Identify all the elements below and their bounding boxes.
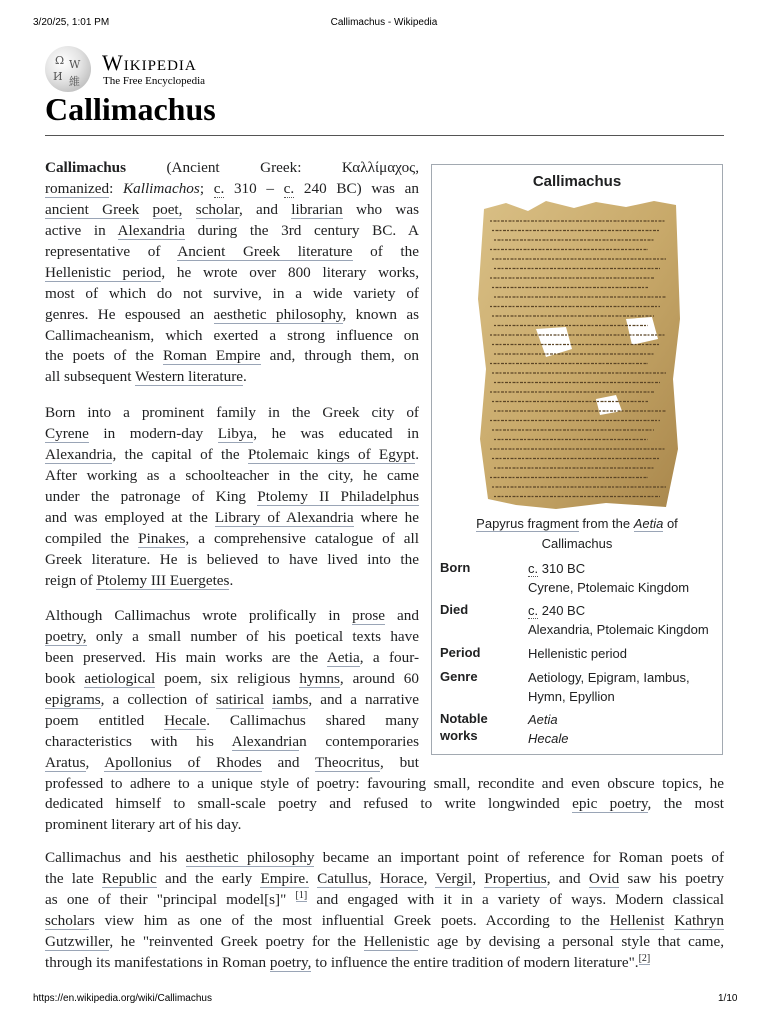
paragraph-line: Although Callimachus wrote prolifically in prose and (45, 607, 419, 624)
born-date: c. 310 BC (528, 561, 586, 576)
infobox-value (528, 668, 690, 706)
print-url: https://en.wikipedia.org/wiki/Callimachus (33, 993, 212, 1004)
paragraph-line: reign of Ptolemy III Euergetes. (45, 571, 234, 589)
paragraph-line: Hellenistic period, he wrote over 800 literary works, (45, 263, 419, 281)
genre-links[interactable]: Aetiology, Epigram, Iambus, (528, 670, 690, 685)
infobox-label: Period (440, 645, 481, 660)
globe-glyph: Ω (55, 54, 65, 67)
paragraph-line: been preserved. His main works are the Aetia, a four- (45, 648, 420, 666)
paragraph-line: the late Republic and the early Empire. Catullus, Horace, Vergil, Propertius, and Ovid saw his poetry (45, 869, 724, 887)
wikipedia-wordmark[interactable]: Wikipedia (102, 50, 197, 75)
paragraph-line: Cyrene in modern-day Libya, he was educated in (45, 424, 419, 442)
paragraph-line: scholars view him as one of the most influential Greek poets. According to the Hellenist Kathryn (45, 911, 725, 929)
paragraph-line: professed to adhere to a unique style of poetry: favouring small, recondite and even obscure topics, he (45, 774, 724, 792)
paragraph-line: poetry, only a small number of his poetical texts have (45, 627, 419, 645)
paragraph-line: Callimacheanism, which exerted a strong influence on (45, 326, 419, 344)
infobox-label: Died (440, 602, 469, 617)
legacy-paragraph (45, 848, 724, 974)
paragraph-line: representative of Ancient Greek literature of the (45, 242, 419, 260)
paragraph-line: prominent literary art of his day. (45, 816, 242, 834)
infobox-label: Genre (440, 669, 478, 684)
page-title: Callimachus (45, 91, 216, 127)
born-place[interactable]: Cyrene, Ptolemaic Kingdom (528, 580, 690, 595)
paragraph-line: Gutzwiller, he "reinvented Greek poetry for the Hellenistic age by devising a personal style that came, (45, 932, 724, 950)
globe-glyph: 維 (69, 75, 80, 88)
infobox (431, 164, 723, 755)
wikipedia-globe-logo[interactable] (45, 46, 91, 92)
paragraph-line: book aetiological poem, six religious hymns, around 60 (45, 669, 419, 687)
infobox-label (440, 710, 488, 744)
work-hecale-link[interactable]: Hecale (528, 731, 569, 746)
paragraph-line: Aratus, Apollonius of Rhodes and Theocritus, but (45, 753, 419, 771)
paragraph-line: all subsequent Western literature. (45, 368, 247, 386)
wikipedia-tagline: The Free Encyclopedia (103, 75, 206, 87)
paragraph-line: ancient Greek poet, scholar, and librarian who was (45, 200, 420, 218)
genre-links[interactable]: Hymn, Epyllion (528, 689, 615, 704)
early-life-paragraph (45, 403, 419, 591)
print-datetime: 3/20/25, 1:01 PM (33, 17, 110, 28)
paragraph-line: epigrams, a collection of satirical iambs, and a narrative (45, 690, 420, 708)
infobox-title: Callimachus (532, 173, 622, 190)
intro-paragraph (45, 158, 419, 388)
paragraph-line: Greek literature. He is believed to have lived into the (45, 550, 419, 568)
caption-line: Papyrus fragment from the Aetia of (476, 516, 678, 531)
paragraph-line: characteristics with his Alexandrian contemporaries (45, 732, 419, 750)
papyrus-fragment-image[interactable] (476, 199, 682, 511)
died-date: c. 240 BC (528, 603, 586, 618)
paragraph-line: Alexandria, the capital of the Ptolemaic kings of Egypt. (45, 445, 419, 463)
period-link[interactable]: Hellenistic period (528, 646, 627, 661)
infobox-caption (452, 514, 702, 554)
globe-glyph: W (69, 58, 81, 71)
infobox-value[interactable] (528, 644, 627, 663)
paragraph-line: Born into a prominent family in the Greek city of (45, 404, 419, 421)
died-place[interactable]: Alexandria, Ptolemaic Kingdom (528, 622, 709, 637)
globe-glyph: И (53, 70, 63, 83)
paragraph-line: Callimachus (Ancient Greek: Καλλίμαχος, (45, 159, 419, 176)
paragraph-line: romanized: Kallimachos; c. 310 – c. 240 BC) was an (45, 179, 419, 197)
print-page-title: Callimachus - Wikipedia (330, 17, 438, 28)
title-divider (45, 135, 724, 136)
paragraph-line: under the patronage of King Ptolemy II Philadelphus (45, 487, 419, 505)
infobox-value (528, 559, 689, 597)
paragraph-line: as one of their "principal model[s]" [1] and engaged with it in a variety of ways. Modern classical (45, 889, 724, 908)
paragraph-line: and was employed at the Library of Alexandria where he (45, 508, 420, 526)
paragraph-line: through its manifestations in Roman poetry, to influence the entire tradition of modern literature".[2] (45, 952, 651, 971)
work-aetia-link[interactable]: Aetia (528, 712, 558, 727)
paragraph-line: the poets of the Roman Empire and, through them, on (45, 347, 419, 365)
paragraph-line: poem entitled Hecale. Callimachus shared many (45, 711, 419, 729)
paragraph-line: Callimachus and his aesthetic philosophy became an important point of reference for Roman poets of (45, 849, 725, 866)
infobox-value (528, 710, 568, 748)
paragraph-line: active in Alexandria during the 3rd century BC. A (45, 221, 419, 239)
print-page-count: 1/10 (718, 993, 738, 1004)
caption-line: Callimachus (541, 536, 613, 551)
paragraph-line: genres. He espoused an aesthetic philosophy, known as (45, 305, 420, 323)
label-line: works (440, 728, 478, 743)
label-line: Notable (440, 711, 488, 726)
paragraph-line: most of which do not survive, in a wide variety of (45, 284, 419, 302)
infobox-label: Born (440, 560, 471, 575)
paragraph-line: dedicated himself to small-scale poetry and refused to write longwinded epic poetry, the most (45, 795, 724, 813)
paragraph-line: compiled the Pinakes, a comprehensive catalogue of all (45, 529, 419, 547)
paragraph-line: After working as a schoolteacher in the city, he came (45, 466, 419, 484)
infobox-value (528, 601, 709, 639)
